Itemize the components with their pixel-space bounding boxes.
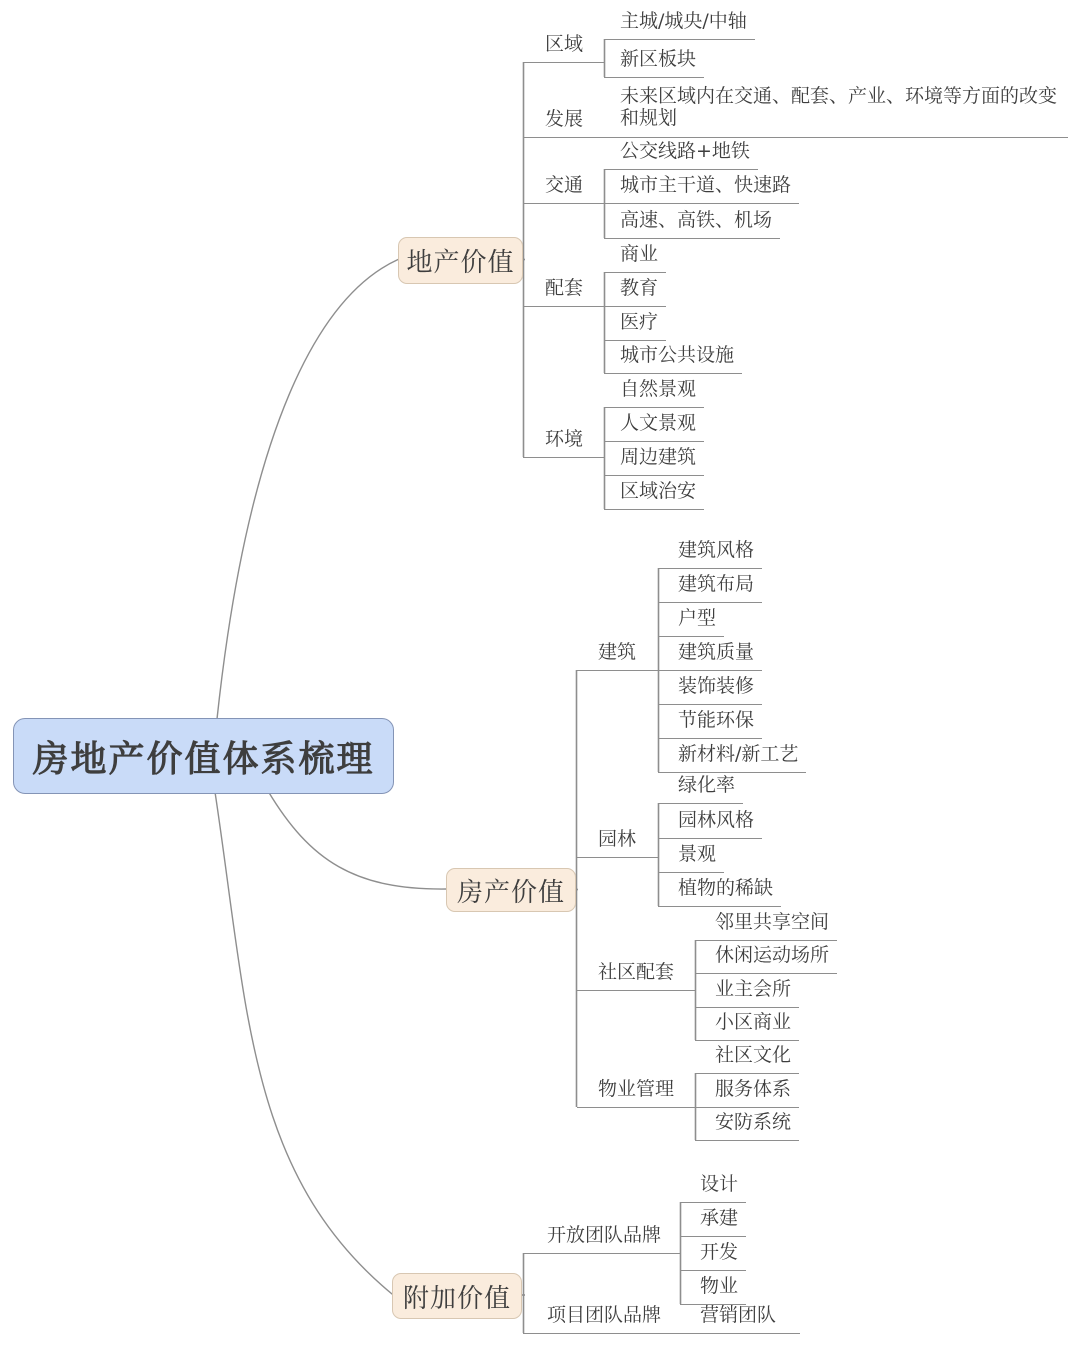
leaf-topic[interactable]: 园林风格 — [658, 810, 762, 839]
leaf-topic[interactable]: 社区文化 — [695, 1045, 799, 1074]
group-topic-community-amenities[interactable]: 社区配套 — [577, 962, 695, 991]
leaf-topic[interactable]: 开发 — [680, 1242, 746, 1271]
group-topic-transport[interactable]: 交通 — [523, 175, 604, 204]
leaf-topic[interactable]: 人文景观 — [604, 413, 704, 442]
leaf-topic[interactable]: 主城/城央/中轴 — [604, 11, 755, 40]
leaf-topic[interactable]: 建筑布局 — [658, 574, 762, 603]
leaf-topic[interactable]: 未来区域内在交通、配套、产业、环境等方面的改变和规划 — [604, 85, 1068, 138]
group-topic-building[interactable]: 建筑 — [577, 642, 658, 671]
leaf-topic[interactable]: 建筑质量 — [658, 642, 762, 671]
leaf-topic[interactable]: 小区商业 — [695, 1012, 799, 1041]
branch-node-house-value[interactable]: 房产价值 — [446, 868, 576, 912]
leaf-topic[interactable]: 绿化率 — [658, 775, 743, 804]
leaf-topic[interactable]: 商业 — [604, 244, 666, 273]
curve-root-to-land-value — [217, 260, 398, 720]
group-topic-region[interactable]: 区域 — [523, 34, 604, 63]
group-topic-amenities[interactable]: 配套 — [523, 278, 604, 307]
leaf-topic[interactable]: 公交线路+地铁 — [604, 141, 758, 170]
leaf-topic[interactable]: 服务体系 — [695, 1079, 799, 1108]
leaf-topic[interactable]: 区域治安 — [604, 481, 704, 510]
curve-root-to-house-value — [268, 791, 446, 889]
leaf-topic[interactable]: 设计 — [680, 1174, 746, 1203]
leaf-topic[interactable]: 承建 — [680, 1208, 746, 1237]
leaf-topic[interactable]: 景观 — [658, 844, 724, 873]
leaf-topic[interactable]: 新区板块 — [604, 49, 704, 78]
leaf-topic[interactable]: 物业 — [680, 1276, 746, 1305]
leaf-topic[interactable]: 城市主干道、快速路 — [604, 175, 799, 204]
leaf-topic[interactable]: 营销团队 — [680, 1305, 800, 1334]
leaf-topic[interactable]: 建筑风格 — [658, 540, 762, 569]
root-topic[interactable]: 房地产价值体系梳理 — [13, 718, 394, 794]
leaf-topic[interactable]: 业主会所 — [695, 979, 799, 1008]
leaf-topic[interactable]: 自然景观 — [604, 379, 704, 408]
group-topic-environment[interactable]: 环境 — [523, 429, 604, 458]
leaf-topic[interactable]: 户型 — [658, 608, 724, 637]
group-topic-development[interactable]: 发展 — [523, 109, 604, 138]
branch-node-added-value[interactable]: 附加价值 — [392, 1273, 522, 1319]
leaf-topic[interactable]: 新材料/新工艺 — [658, 744, 806, 773]
leaf-topic[interactable]: 周边建筑 — [604, 447, 704, 476]
leaf-topic[interactable]: 安防系统 — [695, 1112, 799, 1141]
group-topic-open-team-brand[interactable]: 开放团队品牌 — [523, 1225, 680, 1254]
leaf-topic[interactable]: 装饰装修 — [658, 676, 762, 705]
group-topic-project-team-brand[interactable]: 项目团队品牌 — [523, 1305, 680, 1334]
group-topic-landscaping[interactable]: 园林 — [577, 829, 658, 858]
leaf-topic[interactable]: 医疗 — [604, 312, 666, 341]
leaf-topic[interactable]: 植物的稀缺 — [658, 878, 781, 907]
leaf-topic[interactable]: 休闲运动场所 — [695, 945, 837, 974]
leaf-topic[interactable]: 邻里共享空间 — [695, 912, 837, 941]
leaf-topic[interactable]: 教育 — [604, 278, 666, 307]
branch-node-land-value[interactable]: 地产价值 — [398, 237, 523, 284]
leaf-topic[interactable]: 节能环保 — [658, 710, 762, 739]
curve-root-to-added-value — [215, 792, 392, 1294]
group-topic-property-management[interactable]: 物业管理 — [577, 1079, 695, 1108]
leaf-topic[interactable]: 城市公共设施 — [604, 345, 742, 374]
leaf-topic[interactable]: 高速、高铁、机场 — [604, 210, 780, 239]
